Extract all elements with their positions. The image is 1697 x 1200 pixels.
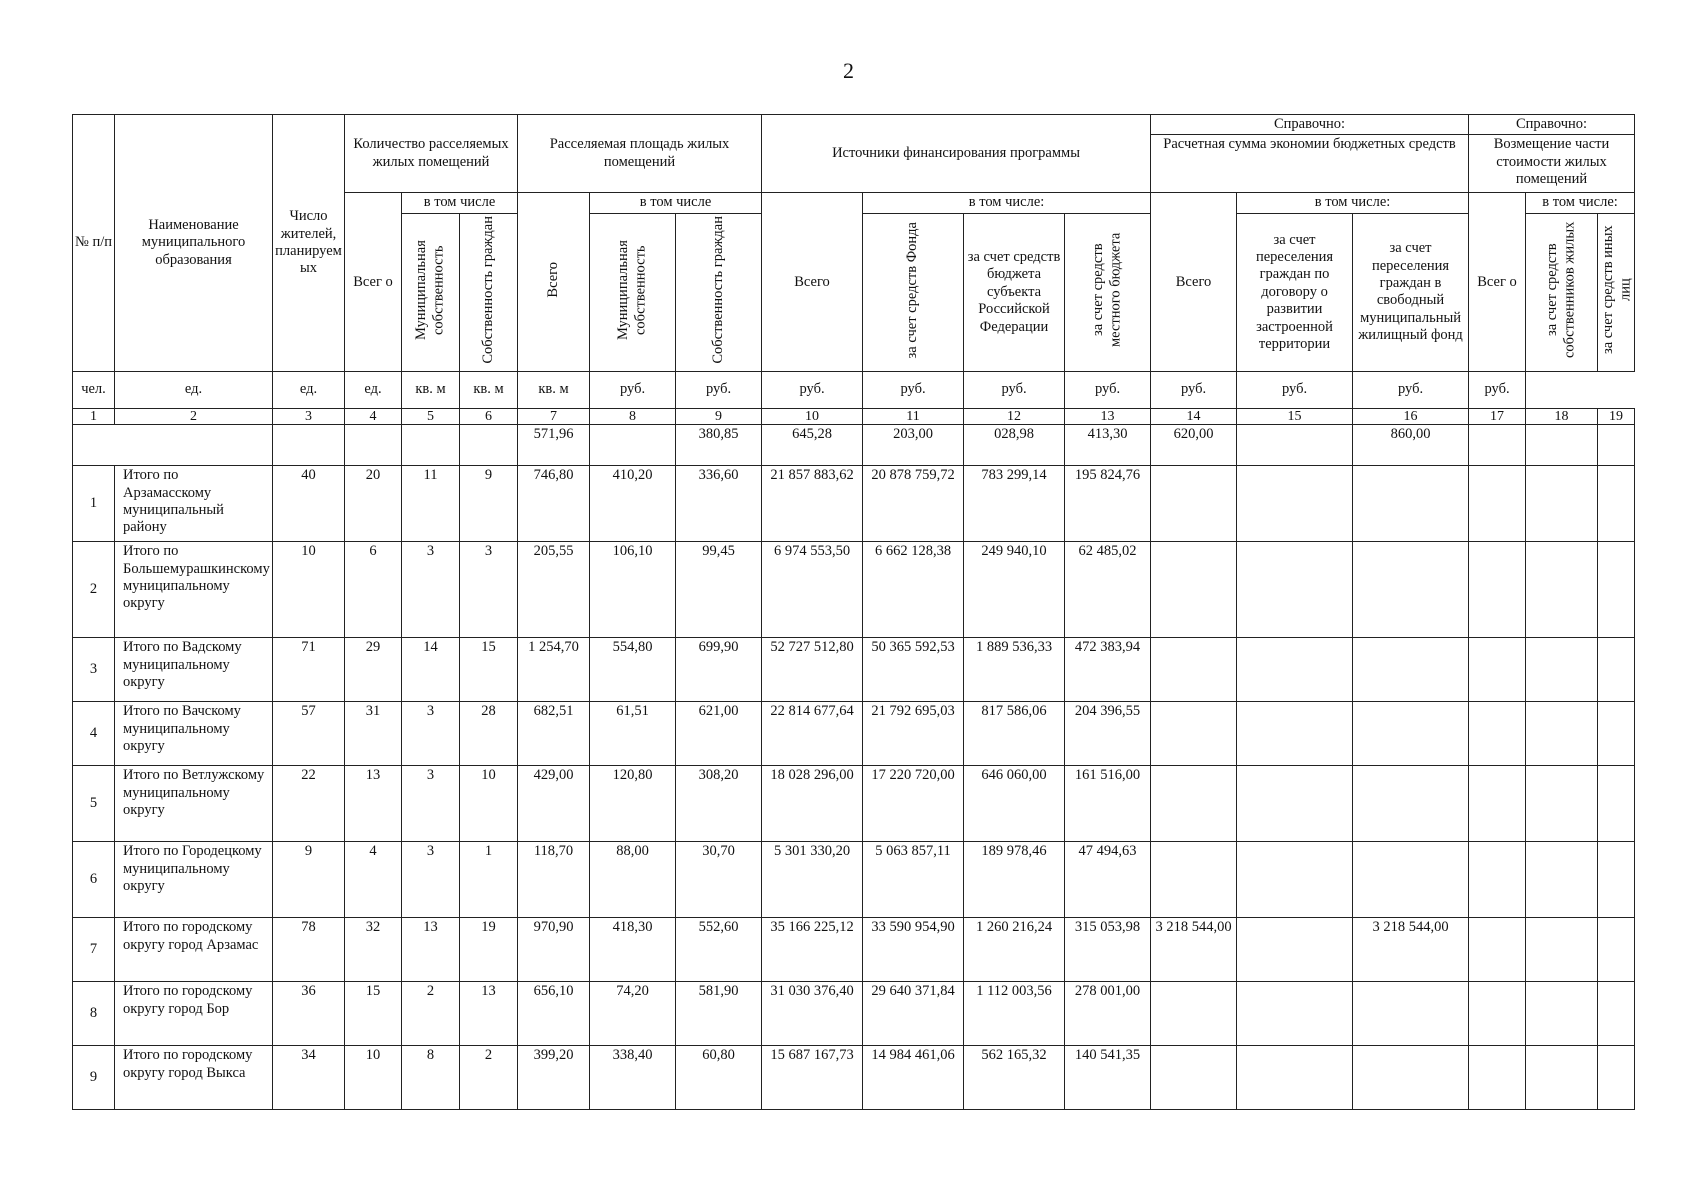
value-cell-c15 (1237, 466, 1353, 542)
column-number-cell: 18 (1526, 409, 1598, 425)
value-cell-c14 (1151, 982, 1237, 1046)
value-cell-c10: 22 814 677,64 (762, 702, 863, 766)
value-cell-c17 (1469, 542, 1526, 638)
value-cell-c12: 1 889 536,33 (964, 638, 1065, 702)
value-cell-c7: 1 254,70 (518, 638, 590, 702)
value-cell-c13: 472 383,94 (1065, 638, 1151, 702)
value-cell-c4: 4 (345, 842, 402, 918)
value-cell-c15 (1237, 766, 1353, 842)
value-cell-c19 (1598, 466, 1635, 542)
value-cell-c7: 970,90 (518, 918, 590, 982)
totals-row (73, 425, 1635, 466)
value-cell-c11: 29 640 371,84 (863, 982, 964, 1046)
totals-cell (1237, 425, 1353, 466)
value-cell-c3: 34 (273, 1046, 345, 1110)
header-ref2-total: Всег о (1469, 193, 1526, 372)
column-number-cell: 17 (1469, 409, 1526, 425)
header-area-municipal: Муниципальная собственность (590, 213, 676, 371)
value-cell-c11: 20 878 759,72 (863, 466, 964, 542)
column-numbers-row (73, 409, 1635, 425)
value-cell-c5: 2 (402, 982, 460, 1046)
header-name: Наименование муниципального образования (115, 115, 273, 372)
value-cell-c12: 1 260 216,24 (964, 918, 1065, 982)
unit-cell: кв. м (402, 372, 460, 409)
header-rooms-group: Количество расселяемых жилых помещений (345, 115, 518, 193)
value-cell-c6: 1 (460, 842, 518, 918)
value-cell-c10: 5 301 330,20 (762, 842, 863, 918)
value-cell-c4: 32 (345, 918, 402, 982)
header-finance-total: Всего (762, 193, 863, 372)
value-cell-c17 (1469, 842, 1526, 918)
header-ref2-group: Возмещение части стоимости жилых помещений (1469, 135, 1635, 193)
value-cell-c9: 699,90 (676, 638, 762, 702)
table-row (73, 542, 1635, 638)
value-cell-c10: 52 727 512,80 (762, 638, 863, 702)
value-cell-c15 (1237, 1046, 1353, 1110)
value-cell-c8: 554,80 (590, 638, 676, 702)
unit-cell: руб. (590, 372, 676, 409)
value-cell-c9: 60,80 (676, 1046, 762, 1110)
value-cell-c3: 40 (273, 466, 345, 542)
unit-cell: руб. (1151, 372, 1237, 409)
header-ref1-dev-contract: за счет переселения граждан по договору о развитии застроенной территории (1237, 213, 1353, 371)
municipality-name: Итого по городскому округу город Арзамас (115, 918, 273, 982)
value-cell-c16 (1353, 638, 1469, 702)
value-cell-c11: 6 662 128,38 (863, 542, 964, 638)
unit-cell: руб. (964, 372, 1065, 409)
value-cell-c17 (1469, 918, 1526, 982)
value-cell-c16 (1353, 466, 1469, 542)
value-cell-c8: 106,10 (590, 542, 676, 638)
column-number-cell: 4 (345, 409, 402, 425)
unit-cell: руб. (1353, 372, 1469, 409)
header-finance-subject: за счет средств бюджета субъекта Российской Федерации (964, 213, 1065, 371)
unit-cell: ед. (273, 372, 345, 409)
value-cell-c7: 399,20 (518, 1046, 590, 1110)
value-cell-c3: 10 (273, 542, 345, 638)
value-cell-c18 (1526, 918, 1598, 982)
value-cell-c5: 13 (402, 918, 460, 982)
value-cell-c18 (1526, 982, 1598, 1046)
value-cell-c3: 36 (273, 982, 345, 1046)
value-cell-c14 (1151, 842, 1237, 918)
totals-cell: 028,98 (964, 425, 1065, 466)
header-area-group: Расселяемая площадь жилых помещений (518, 115, 762, 193)
municipality-name: Итого по Городецкому муниципальному округу (115, 842, 273, 918)
value-cell-c8: 338,40 (590, 1046, 676, 1110)
value-cell-c3: 22 (273, 766, 345, 842)
totals-cell: 860,00 (1353, 425, 1469, 466)
value-cell-c10: 15 687 167,73 (762, 1046, 863, 1110)
value-cell-c17 (1469, 638, 1526, 702)
column-number-cell: 19 (1598, 409, 1635, 425)
header-ref2-incl: в том числе: (1526, 193, 1635, 213)
column-number-cell: 3 (273, 409, 345, 425)
value-cell-c16 (1353, 842, 1469, 918)
municipality-name: Итого по Арзамасскому муниципальный району (115, 466, 273, 542)
header-area-private: Собственность граждан (676, 213, 762, 371)
value-cell-c15 (1237, 842, 1353, 918)
value-cell-c13: 62 485,02 (1065, 542, 1151, 638)
value-cell-c6: 10 (460, 766, 518, 842)
value-cell-c6: 9 (460, 466, 518, 542)
header-ref2-other: за счет средств иных лиц (1598, 213, 1635, 371)
value-cell-c14 (1151, 542, 1237, 638)
value-cell-c9: 30,70 (676, 842, 762, 918)
resettlement-table (72, 114, 1635, 1110)
value-cell-c18 (1526, 702, 1598, 766)
value-cell-c7: 429,00 (518, 766, 590, 842)
header-ref1-label: Справочно: (1151, 115, 1469, 135)
value-cell-c7: 205,55 (518, 542, 590, 638)
header-finance-fund: за счет средств Фонда (863, 213, 964, 371)
value-cell-c14 (1151, 766, 1237, 842)
value-cell-c6: 28 (460, 702, 518, 766)
column-number-cell: 10 (762, 409, 863, 425)
value-cell-c13: 140 541,35 (1065, 1046, 1151, 1110)
value-cell-c5: 3 (402, 542, 460, 638)
header-finance-local: за счет средств местного бюджета (1065, 213, 1151, 371)
value-cell-c5: 3 (402, 766, 460, 842)
value-cell-c12: 249 940,10 (964, 542, 1065, 638)
column-number-cell: 1 (73, 409, 115, 425)
value-cell-c10: 21 857 883,62 (762, 466, 863, 542)
value-cell-c6: 19 (460, 918, 518, 982)
header-ref2-label: Справочно: (1469, 115, 1635, 135)
value-cell-c18 (1526, 1046, 1598, 1110)
value-cell-c16 (1353, 1046, 1469, 1110)
value-cell-c7: 118,70 (518, 842, 590, 918)
value-cell-c16 (1353, 982, 1469, 1046)
unit-cell: чел. (73, 372, 115, 409)
value-cell-c14 (1151, 1046, 1237, 1110)
totals-empty-cell (460, 425, 518, 466)
value-cell-c5: 14 (402, 638, 460, 702)
header-ref1-free-fund: за счет переселения граждан в свободный муниципальный жилищный фонд (1353, 213, 1469, 371)
value-cell-c13: 161 516,00 (1065, 766, 1151, 842)
value-cell-c18 (1526, 466, 1598, 542)
value-cell-c11: 21 792 695,03 (863, 702, 964, 766)
row-number: 8 (73, 982, 115, 1046)
totals-empty-cell (1526, 425, 1598, 466)
value-cell-c8: 418,30 (590, 918, 676, 982)
value-cell-c5: 3 (402, 702, 460, 766)
table-row (73, 766, 1635, 842)
unit-cell: руб. (676, 372, 762, 409)
value-cell-c17 (1469, 702, 1526, 766)
row-number: 3 (73, 638, 115, 702)
header-residents: Число жителей, планируемых (273, 115, 345, 372)
unit-cell: руб. (863, 372, 964, 409)
value-cell-c3: 57 (273, 702, 345, 766)
table-row (73, 1046, 1635, 1110)
header-ref1-group: Расчетная сумма экономии бюджетных средств (1151, 135, 1469, 193)
unit-cell: кв. м (518, 372, 590, 409)
value-cell-c16: 3 218 544,00 (1353, 918, 1469, 982)
value-cell-c17 (1469, 1046, 1526, 1110)
value-cell-c13: 278 001,00 (1065, 982, 1151, 1046)
value-cell-c6: 3 (460, 542, 518, 638)
value-cell-c8: 410,20 (590, 466, 676, 542)
value-cell-c7: 746,80 (518, 466, 590, 542)
value-cell-c16 (1353, 766, 1469, 842)
municipality-name: Итого по Вадскому муниципальному округу (115, 638, 273, 702)
page-number: 2 (843, 58, 854, 83)
value-cell-c19 (1598, 918, 1635, 982)
totals-empty-cell (73, 425, 273, 466)
totals-empty-cell (1598, 425, 1635, 466)
value-cell-c12: 646 060,00 (964, 766, 1065, 842)
value-cell-c12: 562 165,32 (964, 1046, 1065, 1110)
totals-cell: 380,85 (676, 425, 762, 466)
value-cell-c12: 817 586,06 (964, 702, 1065, 766)
row-number: 7 (73, 918, 115, 982)
row-number: 6 (73, 842, 115, 918)
unit-cell: руб. (762, 372, 863, 409)
totals-cell: 571,96 (518, 425, 590, 466)
totals-cell: 620,00 (1151, 425, 1237, 466)
value-cell-c15 (1237, 542, 1353, 638)
header-ref2-owners: за счет средств собственников жилых (1526, 213, 1598, 371)
value-cell-c9: 99,45 (676, 542, 762, 638)
value-cell-c11: 50 365 592,53 (863, 638, 964, 702)
value-cell-c3: 71 (273, 638, 345, 702)
header-area-incl: в том числе (590, 193, 762, 213)
totals-empty-cell (273, 425, 345, 466)
column-number-cell: 8 (590, 409, 676, 425)
column-number-cell: 12 (964, 409, 1065, 425)
value-cell-c8: 61,51 (590, 702, 676, 766)
totals-cell (590, 425, 676, 466)
header-ref1-incl: в том числе: (1237, 193, 1469, 213)
row-number: 1 (73, 466, 115, 542)
value-cell-c6: 15 (460, 638, 518, 702)
header-finance-incl: в том числе: (863, 193, 1151, 213)
totals-empty-cell (345, 425, 402, 466)
value-cell-c16 (1353, 542, 1469, 638)
value-cell-c11: 33 590 954,90 (863, 918, 964, 982)
value-cell-c7: 656,10 (518, 982, 590, 1046)
column-number-cell: 2 (115, 409, 273, 425)
value-cell-c19 (1598, 766, 1635, 842)
value-cell-c9: 308,20 (676, 766, 762, 842)
totals-cell: 645,28 (762, 425, 863, 466)
value-cell-c10: 31 030 376,40 (762, 982, 863, 1046)
units-row (73, 372, 1635, 409)
unit-cell: руб. (1469, 372, 1526, 409)
value-cell-c19 (1598, 638, 1635, 702)
column-number-cell: 11 (863, 409, 964, 425)
header-rooms-private: Собственность граждан (460, 213, 518, 371)
value-cell-c8: 120,80 (590, 766, 676, 842)
value-cell-c13: 47 494,63 (1065, 842, 1151, 918)
unit-cell: руб. (1237, 372, 1353, 409)
value-cell-c12: 783 299,14 (964, 466, 1065, 542)
table-row (73, 982, 1635, 1046)
value-cell-c4: 29 (345, 638, 402, 702)
header-rooms-municipal: Муниципальная собственность (402, 213, 460, 371)
value-cell-c15 (1237, 702, 1353, 766)
value-cell-c12: 189 978,46 (964, 842, 1065, 918)
table-row (73, 842, 1635, 918)
value-cell-c4: 15 (345, 982, 402, 1046)
value-cell-c13: 315 053,98 (1065, 918, 1151, 982)
value-cell-c10: 18 028 296,00 (762, 766, 863, 842)
value-cell-c5: 11 (402, 466, 460, 542)
value-cell-c19 (1598, 842, 1635, 918)
value-cell-c14 (1151, 466, 1237, 542)
value-cell-c4: 20 (345, 466, 402, 542)
totals-cell: 203,00 (863, 425, 964, 466)
unit-cell: ед. (115, 372, 273, 409)
column-number-cell: 14 (1151, 409, 1237, 425)
value-cell-c17 (1469, 766, 1526, 842)
value-cell-c11: 17 220 720,00 (863, 766, 964, 842)
value-cell-c17 (1469, 982, 1526, 1046)
unit-cell: ед. (345, 372, 402, 409)
header-row-1 (73, 115, 1635, 135)
table-row (73, 918, 1635, 982)
value-cell-c4: 13 (345, 766, 402, 842)
value-cell-c11: 5 063 857,11 (863, 842, 964, 918)
header-ref1-total: Всего (1151, 193, 1237, 372)
municipality-name: Итого по Вачскому муниципальному округу (115, 702, 273, 766)
value-cell-c10: 6 974 553,50 (762, 542, 863, 638)
unit-cell: кв. м (460, 372, 518, 409)
row-number: 5 (73, 766, 115, 842)
value-cell-c19 (1598, 982, 1635, 1046)
value-cell-c10: 35 166 225,12 (762, 918, 863, 982)
value-cell-c15 (1237, 918, 1353, 982)
value-cell-c12: 1 112 003,56 (964, 982, 1065, 1046)
value-cell-c19 (1598, 702, 1635, 766)
table-row (73, 638, 1635, 702)
value-cell-c17 (1469, 466, 1526, 542)
municipality-name: Итого по городскому округу город Выкса (115, 1046, 273, 1110)
value-cell-c14 (1151, 638, 1237, 702)
municipality-name: Итого по Ветлужскому муниципальному округу (115, 766, 273, 842)
value-cell-c15 (1237, 982, 1353, 1046)
value-cell-c13: 204 396,55 (1065, 702, 1151, 766)
header-rooms-total: Всег о (345, 193, 402, 372)
value-cell-c16 (1353, 702, 1469, 766)
value-cell-c14 (1151, 702, 1237, 766)
table-row (73, 466, 1635, 542)
column-number-cell: 16 (1353, 409, 1469, 425)
value-cell-c13: 195 824,76 (1065, 466, 1151, 542)
value-cell-c9: 621,00 (676, 702, 762, 766)
header-num: № п/п (73, 115, 115, 372)
totals-cell: 413,30 (1065, 425, 1151, 466)
column-number-cell: 13 (1065, 409, 1151, 425)
row-number: 4 (73, 702, 115, 766)
value-cell-c4: 31 (345, 702, 402, 766)
value-cell-c19 (1598, 542, 1635, 638)
value-cell-c9: 336,60 (676, 466, 762, 542)
column-number-cell: 6 (460, 409, 518, 425)
unit-cell: руб. (1065, 372, 1151, 409)
totals-empty-cell (402, 425, 460, 466)
table-row (73, 702, 1635, 766)
value-cell-c18 (1526, 638, 1598, 702)
municipality-name: Итого по городскому округу город Бор (115, 982, 273, 1046)
column-number-cell: 5 (402, 409, 460, 425)
column-number-cell: 7 (518, 409, 590, 425)
value-cell-c6: 2 (460, 1046, 518, 1110)
value-cell-c7: 682,51 (518, 702, 590, 766)
value-cell-c18 (1526, 766, 1598, 842)
value-cell-c9: 552,60 (676, 918, 762, 982)
value-cell-c19 (1598, 1046, 1635, 1110)
value-cell-c18 (1526, 842, 1598, 918)
value-cell-c4: 10 (345, 1046, 402, 1110)
column-number-cell: 15 (1237, 409, 1353, 425)
header-finance-group: Источники финансирования программы (762, 115, 1151, 193)
totals-empty-cell (1469, 425, 1526, 466)
header-area-total: Всего (518, 193, 590, 372)
value-cell-c8: 88,00 (590, 842, 676, 918)
value-cell-c4: 6 (345, 542, 402, 638)
value-cell-c6: 13 (460, 982, 518, 1046)
municipality-name: Итого по Большемурашкинскому муниципальному округу (115, 542, 273, 638)
row-number: 2 (73, 542, 115, 638)
row-number: 9 (73, 1046, 115, 1110)
header-rooms-incl: в том числе (402, 193, 518, 213)
value-cell-c9: 581,90 (676, 982, 762, 1046)
value-cell-c15 (1237, 638, 1353, 702)
value-cell-c5: 3 (402, 842, 460, 918)
value-cell-c14: 3 218 544,00 (1151, 918, 1237, 982)
value-cell-c11: 14 984 461,06 (863, 1046, 964, 1110)
value-cell-c3: 9 (273, 842, 345, 918)
value-cell-c3: 78 (273, 918, 345, 982)
value-cell-c18 (1526, 542, 1598, 638)
column-number-cell: 9 (676, 409, 762, 425)
value-cell-c8: 74,20 (590, 982, 676, 1046)
value-cell-c5: 8 (402, 1046, 460, 1110)
